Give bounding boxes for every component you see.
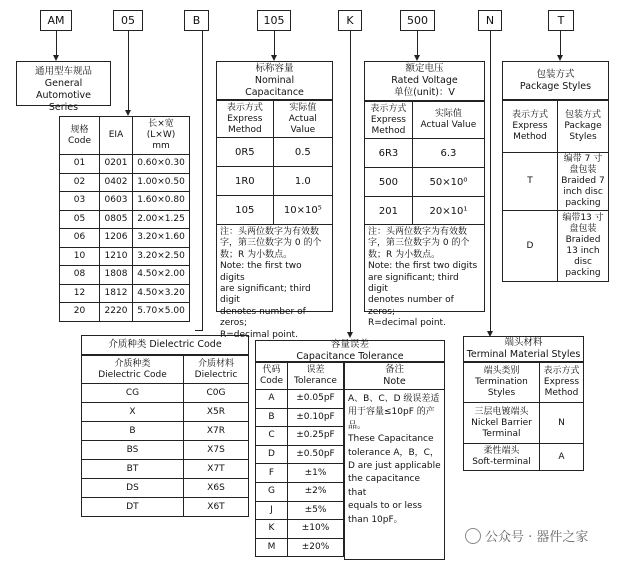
voltage-head-value: 实际值 Actual Value (412, 102, 484, 139)
note-line: tolerance A，B，C， (348, 447, 439, 458)
capacitance-row (217, 138, 333, 167)
table-cell: X6S (183, 479, 248, 498)
cell-line: 13 inch (566, 246, 600, 256)
table-cell: 1.60×0.80 (133, 192, 190, 211)
cell-line: 盘包装 (569, 224, 597, 234)
table-cell: 0805 (100, 210, 133, 229)
table-cell: 6.3 (412, 139, 484, 168)
size-row (60, 155, 190, 174)
table-cell: 0R5 (217, 138, 274, 167)
table-cell: 500 (365, 168, 413, 197)
note-line: A、B、C、D 级误差适 (348, 394, 440, 404)
table-cell: 0.60×0.30 (133, 155, 190, 174)
cell-line: Nickel Barrier (471, 417, 532, 428)
tolerance-row (256, 520, 344, 539)
table-cell: T (503, 153, 558, 211)
table-cell: ±0.05pF (288, 390, 344, 409)
termination-head-styles: 端头类别 Termination Styles (464, 363, 540, 403)
note-line: denotes number of zeros; (368, 295, 454, 317)
table-cell: 4.50×3.20 (133, 284, 190, 303)
note-line: are significant; third digit (368, 272, 459, 295)
code-05: 05 (113, 10, 143, 31)
capacitance-head-method: 表示方式 Express Method (217, 101, 274, 138)
table-cell: ±0.50pF (288, 445, 344, 464)
table-cell: 08 (60, 266, 100, 285)
table-cell: 1R0 (217, 167, 274, 196)
general-en2: Series (48, 102, 79, 113)
table-cell: DS (82, 479, 184, 498)
table-cell: ±20% (288, 538, 344, 557)
termination-table (463, 362, 584, 471)
tolerance-row (256, 482, 344, 501)
note-line: 数；R 为小数点。 (368, 249, 441, 260)
voltage-note (364, 224, 485, 329)
connector (274, 31, 275, 57)
code-t: T (548, 10, 574, 31)
watermark (465, 526, 588, 545)
table-cell: 3.20×2.50 (133, 247, 190, 266)
table-cell: 02 (60, 173, 100, 192)
table-cell: ±10% (288, 520, 344, 539)
table-cell: 4.50×2.00 (133, 266, 190, 285)
tolerance-head-note: 备注 Note (344, 362, 445, 390)
general-zh: 通用型车规品 (34, 66, 92, 77)
cell-line: Terminal (482, 428, 521, 439)
voltage-head-method: 表示方式 Express Method (365, 102, 413, 139)
tolerance-row (256, 501, 344, 520)
table-cell: 201 (365, 197, 413, 226)
voltage-title: 额定电压 Rated Voltage 单位(unit)：V (364, 61, 485, 101)
table-cell: 1210 (100, 247, 133, 266)
package-head-method: 表示方式 Express Method (503, 101, 558, 153)
table-cell: X7R (183, 422, 248, 441)
voltage-row (365, 168, 485, 197)
table-cell: BT (82, 460, 184, 479)
note-line: the capacitance that (348, 474, 421, 498)
table-cell: 03 (60, 192, 100, 211)
note-line: Note: the first two digits (220, 261, 302, 283)
table-cell: 01 (60, 155, 100, 174)
cell-line: inch disc (563, 187, 603, 197)
note-line: R=decimal point. (220, 329, 298, 340)
note-line: These Capacitance (348, 434, 434, 445)
table-cell: 05 (60, 210, 100, 229)
table-cell: DT (82, 498, 184, 517)
dielectric-head-material: 介质材料 Dielectric (183, 356, 248, 384)
termination-name-cell (464, 444, 540, 471)
table-cell: BS (82, 441, 184, 460)
table-cell: 1206 (100, 229, 133, 248)
watermark-text: 公众号 · 器件之家 (485, 530, 589, 545)
cell-line: Soft-terminal (472, 457, 531, 467)
note-line: are significant; third digit (220, 284, 311, 306)
note-line: 用于容量≤10pF 的产 (348, 407, 435, 418)
connector (202, 31, 203, 330)
code-b: B (184, 10, 209, 31)
note-line: D are just applicable (348, 461, 441, 472)
note-line: Note: the first two digits (368, 261, 478, 272)
cell-line: disc (574, 257, 592, 267)
size-head-eia: EIA (100, 117, 133, 155)
size-row (60, 229, 190, 248)
table-cell: ±0.25pF (288, 427, 344, 446)
table-cell: 50×10⁰ (412, 168, 484, 197)
note-line: than 10pF。 (348, 514, 403, 525)
table-cell: 0.5 (273, 138, 332, 167)
table-cell: 105 (217, 196, 274, 225)
size-row (60, 266, 190, 285)
size-row (60, 192, 190, 211)
dielectric-title: 介质种类 Dielectric Code (81, 335, 249, 355)
note-line: 字，第三位数字为 0 的个 (368, 238, 470, 249)
table-cell: 1.00×0.50 (133, 173, 190, 192)
table-cell: X7S (183, 441, 248, 460)
table-cell: 20 (60, 303, 100, 322)
table-cell: ±2% (288, 482, 344, 501)
table-cell: 1812 (100, 284, 133, 303)
table-cell: G (256, 482, 288, 501)
table-cell: 2220 (100, 303, 133, 322)
cell-line: 编带13 寸 (562, 213, 604, 223)
tolerance-row (256, 390, 344, 409)
cell-line: 柔性端头 (483, 446, 520, 456)
code-k: K (338, 10, 362, 31)
capacitance-row (217, 196, 333, 225)
connector (350, 31, 351, 334)
table-cell: ±1% (288, 464, 344, 483)
table-cell: C0G (183, 384, 248, 403)
table-cell: X (82, 403, 184, 422)
voltage-table (364, 101, 485, 226)
dielectric-row (82, 479, 249, 498)
table-cell: D (256, 445, 288, 464)
code-n: N (478, 10, 502, 31)
table-cell: A (540, 444, 584, 471)
dielectric-row (82, 384, 249, 403)
capacitance-head-value: 实际值 Actual Value (273, 101, 332, 138)
cell-line: 编带 7 寸 (563, 154, 603, 164)
tolerance-row (256, 408, 344, 427)
tolerance-row (256, 464, 344, 483)
package-desc-cell (558, 153, 609, 211)
size-head-dim: 长×宽 (L×W) mm (133, 117, 190, 155)
table-cell: X6T (183, 498, 248, 517)
note-line: denotes number of zeros; (220, 306, 306, 329)
table-cell: 06 (60, 229, 100, 248)
note-line: 字，第三位数字为 0 的个 (220, 238, 322, 249)
capacitance-row (217, 167, 333, 196)
cell-line: 盘包装 (569, 165, 597, 175)
connector (560, 31, 561, 57)
note-line: 注：头两位数字为有效数 (368, 227, 468, 237)
cell-line: Braided 7 (561, 176, 605, 186)
table-cell: 20×10¹ (412, 197, 484, 226)
table-cell: 12 (60, 284, 100, 303)
connector (490, 31, 491, 333)
table-cell: B (82, 422, 184, 441)
dielectric-row (82, 498, 249, 517)
dielectric-table (81, 355, 249, 517)
table-cell: J (256, 501, 288, 520)
table-cell: F (256, 464, 288, 483)
dielectric-row (82, 403, 249, 422)
table-cell: C (256, 427, 288, 446)
table-cell: ±0.10pF (288, 408, 344, 427)
table-cell: 10×10⁵ (273, 196, 332, 225)
table-cell: 2.00×1.25 (133, 210, 190, 229)
size-head-code: 规格 Code (60, 117, 100, 155)
general-en1: General Automotive (36, 78, 91, 101)
package-table (502, 100, 609, 282)
size-row (60, 247, 190, 266)
termination-title: 端头材料 Terminal Material Styles (463, 336, 584, 362)
voltage-row (365, 139, 485, 168)
table-cell: X5R (183, 403, 248, 422)
size-table (59, 116, 190, 322)
size-row (60, 303, 190, 322)
cell-line: packing (565, 268, 601, 278)
package-head-styles: 包装方式 Package Styles (558, 101, 609, 153)
package-row (503, 211, 609, 282)
tolerance-row (256, 445, 344, 464)
table-cell: 6R3 (365, 139, 413, 168)
note-line: 数；R 为小数点。 (220, 249, 293, 260)
dielectric-head-code: 介质种类 Dielectric Code (82, 356, 184, 384)
table-cell: M (256, 538, 288, 557)
table-cell: ±5% (288, 501, 344, 520)
cell-line: Braided (565, 235, 601, 245)
connector-arrow (347, 332, 353, 338)
table-cell: B (256, 408, 288, 427)
cell-line: 三层电镀端头 (474, 406, 529, 417)
termination-head-method: 表示方式 Express Method (540, 363, 584, 403)
code-105: 105 (257, 10, 291, 31)
tolerance-row (256, 427, 344, 446)
tolerance-head-value: 误差 Tolerance (288, 363, 344, 390)
cell-line: packing (565, 198, 601, 208)
note-line: 注：头两位数字为有效数 (220, 227, 320, 237)
tolerance-table (255, 362, 344, 557)
size-row (60, 210, 190, 229)
tolerance-note (344, 389, 445, 560)
tolerance-head-code: 代码 Code (256, 363, 288, 390)
table-cell: 5.70×5.00 (133, 303, 190, 322)
size-row (60, 173, 190, 192)
table-cell: 0603 (100, 192, 133, 211)
termination-name-cell (464, 403, 540, 444)
table-cell: 1.0 (273, 167, 332, 196)
note-line: equals to or less (348, 501, 422, 512)
dielectric-row (82, 441, 249, 460)
table-cell: D (503, 211, 558, 282)
connector (128, 31, 129, 113)
table-cell: A (256, 390, 288, 409)
capacitance-title: 标称容量 Nominal Capacitance (216, 61, 333, 100)
capacitance-table (216, 100, 333, 225)
table-cell: 0201 (100, 155, 133, 174)
table-cell: N (540, 403, 584, 444)
general-series-box (16, 61, 111, 113)
table-cell: K (256, 520, 288, 539)
note-line: R=decimal point. (368, 318, 446, 329)
package-title: 包装方式 Package Styles (502, 61, 609, 100)
package-desc-cell (558, 211, 609, 282)
size-row (60, 284, 190, 303)
termination-row (464, 444, 584, 471)
package-row (503, 153, 609, 211)
voltage-row (365, 197, 485, 226)
wechat-logo-icon (465, 528, 481, 544)
connector (195, 330, 203, 331)
dielectric-row (82, 422, 249, 441)
note-line: 品。 (348, 420, 367, 431)
connector (56, 31, 57, 57)
table-cell: 3.20×1.60 (133, 229, 190, 248)
code-500: 500 (400, 10, 435, 31)
table-cell: X7T (183, 460, 248, 479)
table-cell: 0402 (100, 173, 133, 192)
capacitance-note (216, 224, 333, 340)
tolerance-title: 容量误差 Capacitance Tolerance (255, 340, 445, 362)
termination-row (464, 403, 584, 444)
dielectric-row (82, 460, 249, 479)
table-cell: 1808 (100, 266, 133, 285)
table-cell: CG (82, 384, 184, 403)
table-cell: 10 (60, 247, 100, 266)
code-am: AM (40, 10, 72, 31)
tolerance-row (256, 538, 344, 557)
connector (417, 31, 418, 57)
